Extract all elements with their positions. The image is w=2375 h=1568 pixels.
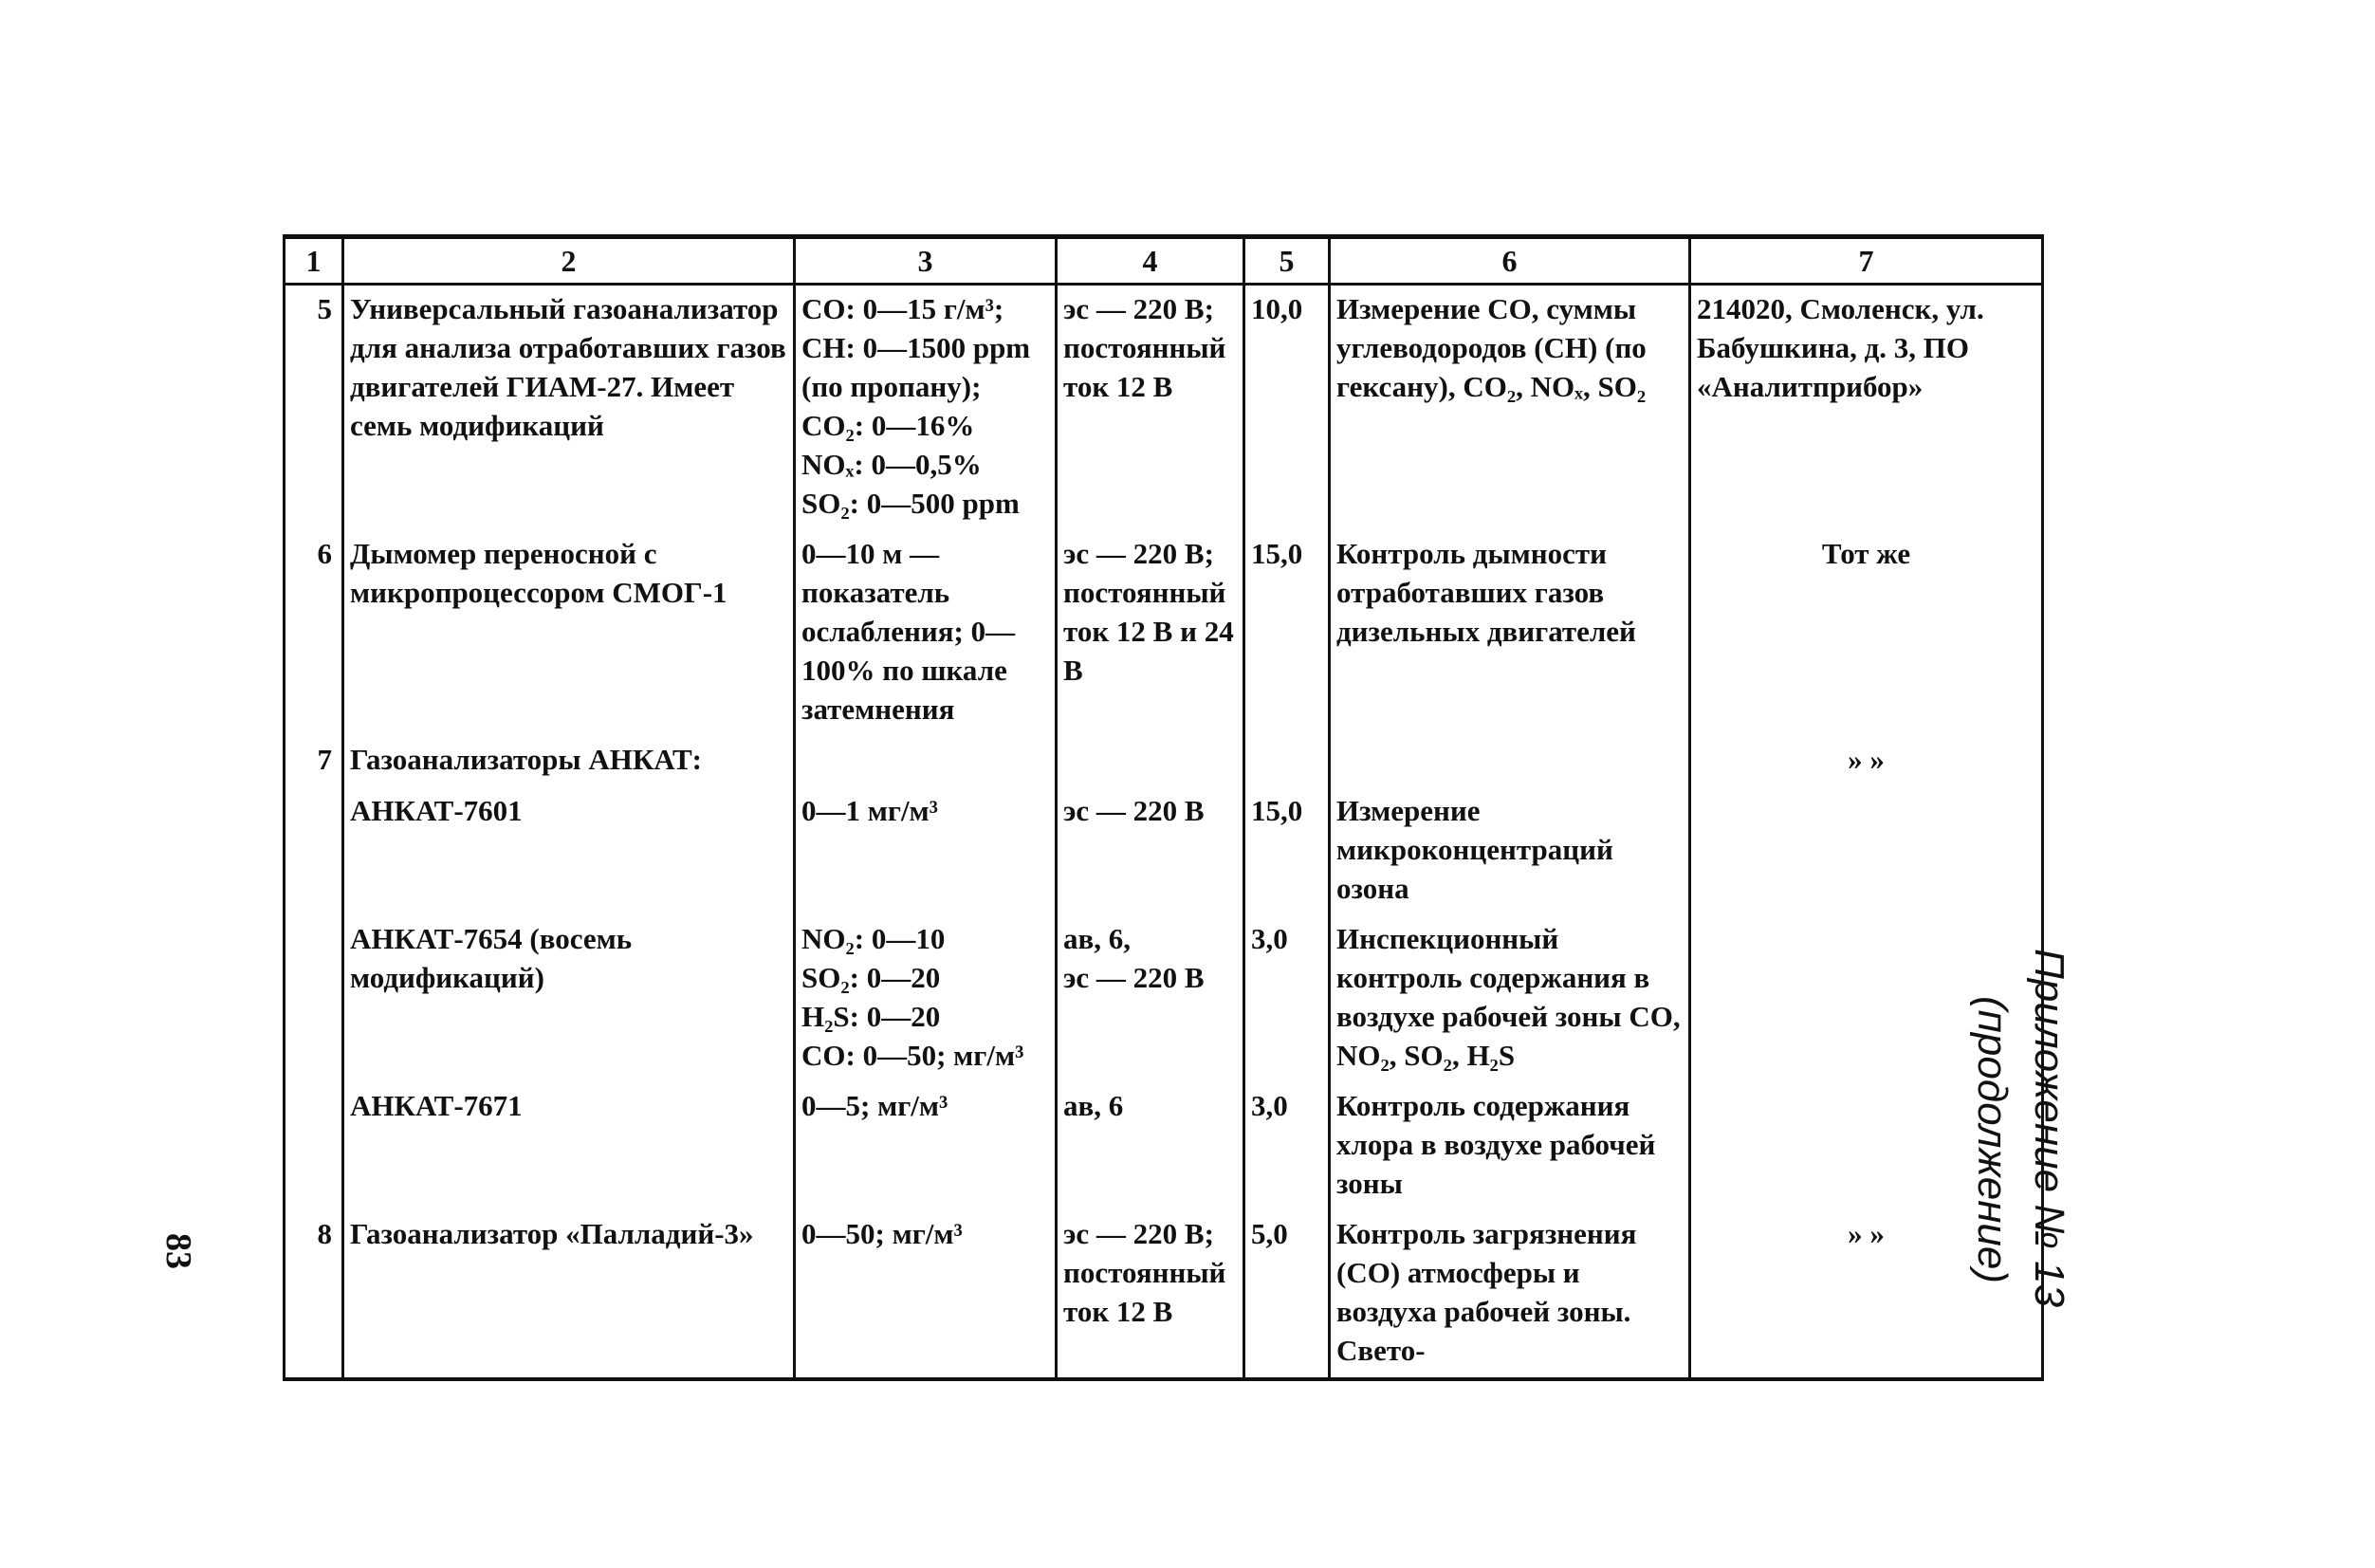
manufacturer: » » [1690, 1210, 2043, 1379]
weight-value: 10,0 [1244, 285, 1330, 531]
weight-value [1244, 736, 1330, 787]
power-supply: ав, 6, эс — 220 В [1057, 915, 1244, 1082]
column-header: 1 [285, 237, 343, 285]
table-row [285, 915, 2043, 1082]
table-row [285, 285, 2043, 531]
manufacturer [1690, 787, 2043, 915]
purpose: Контроль дымности отработавших газов дизельных двигателей [1330, 530, 1690, 736]
measurement-range: 0—10 м — показатель ослабления; 0—100% по шкале затемнения [795, 530, 1057, 736]
purpose [1330, 736, 1690, 787]
header-row [285, 237, 2043, 285]
measurement-range: 0—1 мг/м³ [795, 787, 1057, 915]
device-name: Газоанализаторы АНКАТ: [343, 736, 795, 787]
power-supply: эс — 220 В; постоянный ток 12 В и 24 В [1057, 530, 1244, 736]
appendix-subtitle: (продолжение) [1969, 996, 2016, 1283]
table-row [285, 1082, 2043, 1210]
measurement-range: 0—5; мг/м³ [795, 1082, 1057, 1210]
column-header: 4 [1057, 237, 1244, 285]
device-name: АНКАТ-7671 [343, 1082, 795, 1210]
device-name: Дымомер переносной с микропроцессором СМОГ-1 [343, 530, 795, 736]
purpose: Инспекционный контроль содержания в воздухе рабочей зоны CO, NO₂, SO₂, H₂S [1330, 915, 1690, 1082]
row-number [285, 787, 343, 915]
weight-value: 5,0 [1244, 1210, 1330, 1379]
purpose: Контроль содержания хлора в воздухе рабочей зоны [1330, 1082, 1690, 1210]
power-supply: эс — 220 В [1057, 787, 1244, 915]
device-name: АНКАТ-7601 [343, 787, 795, 915]
power-supply: эс — 220 В; постоянный ток 12 В [1057, 1210, 1244, 1379]
row-number: 5 [285, 285, 343, 531]
measurement-range: 0—50; мг/м³ [795, 1210, 1057, 1379]
manufacturer: » » [1690, 736, 2043, 787]
weight-value: 15,0 [1244, 530, 1330, 736]
device-name: Универсальный газоанализатор для анализа отработавших газов двигателей ГИАМ-27. Имеет семь модификаций [343, 285, 795, 531]
device-name: Газоанализатор «Палладий-3» [343, 1210, 795, 1379]
row-number [285, 915, 343, 1082]
column-header: 5 [1244, 237, 1330, 285]
weight-value: 3,0 [1244, 1082, 1330, 1210]
table-row [285, 530, 2043, 736]
power-supply: ав, 6 [1057, 1082, 1244, 1210]
table-row [285, 736, 2043, 787]
column-header: 3 [795, 237, 1057, 285]
power-supply [1057, 736, 1244, 787]
power-supply: эс — 220 В; постоянный ток 12 В [1057, 285, 1244, 531]
weight-value: 3,0 [1244, 915, 1330, 1082]
row-number [285, 1082, 343, 1210]
measurement-range [795, 736, 1057, 787]
device-name: АНКАТ-7654 (восемь модификаций) [343, 915, 795, 1082]
purpose: Контроль загрязнения (CO) атмосферы и воздуха рабочей зоны. Свето- [1330, 1210, 1690, 1379]
purpose: Измерение CO, суммы углеводородов (CH) (по гексану), CO₂, NOₓ, SO₂ [1330, 285, 1690, 531]
measurement-range: NO₂: 0—10 SO₂: 0—20 H₂S: 0—20 CO: 0—50; мг/м³ [795, 915, 1057, 1082]
table-row [285, 1210, 2043, 1379]
row-number: 7 [285, 736, 343, 787]
row-number: 6 [285, 530, 343, 736]
column-header: 2 [343, 237, 795, 285]
equipment-table [283, 234, 2044, 1381]
manufacturer: Тот же [1690, 530, 2043, 736]
appendix-title: Приложение № 13 [2026, 949, 2072, 1308]
measurement-range: CO: 0—15 г/м³; CH: 0—1500 ppm (по пропану); CO₂: 0—16% NOₓ: 0—0,5% SO₂: 0—500 ppm [795, 285, 1057, 531]
manufacturer: 214020, Смоленск, ул. Бабушкина, д. 3, ПО «Аналитприбор» [1690, 285, 2043, 531]
row-number: 8 [285, 1210, 343, 1379]
purpose: Измерение микроконцентраций озона [1330, 787, 1690, 915]
table-row [285, 787, 2043, 915]
column-header: 7 [1690, 237, 2043, 285]
page-number: 83 [158, 1233, 198, 1269]
weight-value: 15,0 [1244, 787, 1330, 915]
column-header: 6 [1330, 237, 1690, 285]
